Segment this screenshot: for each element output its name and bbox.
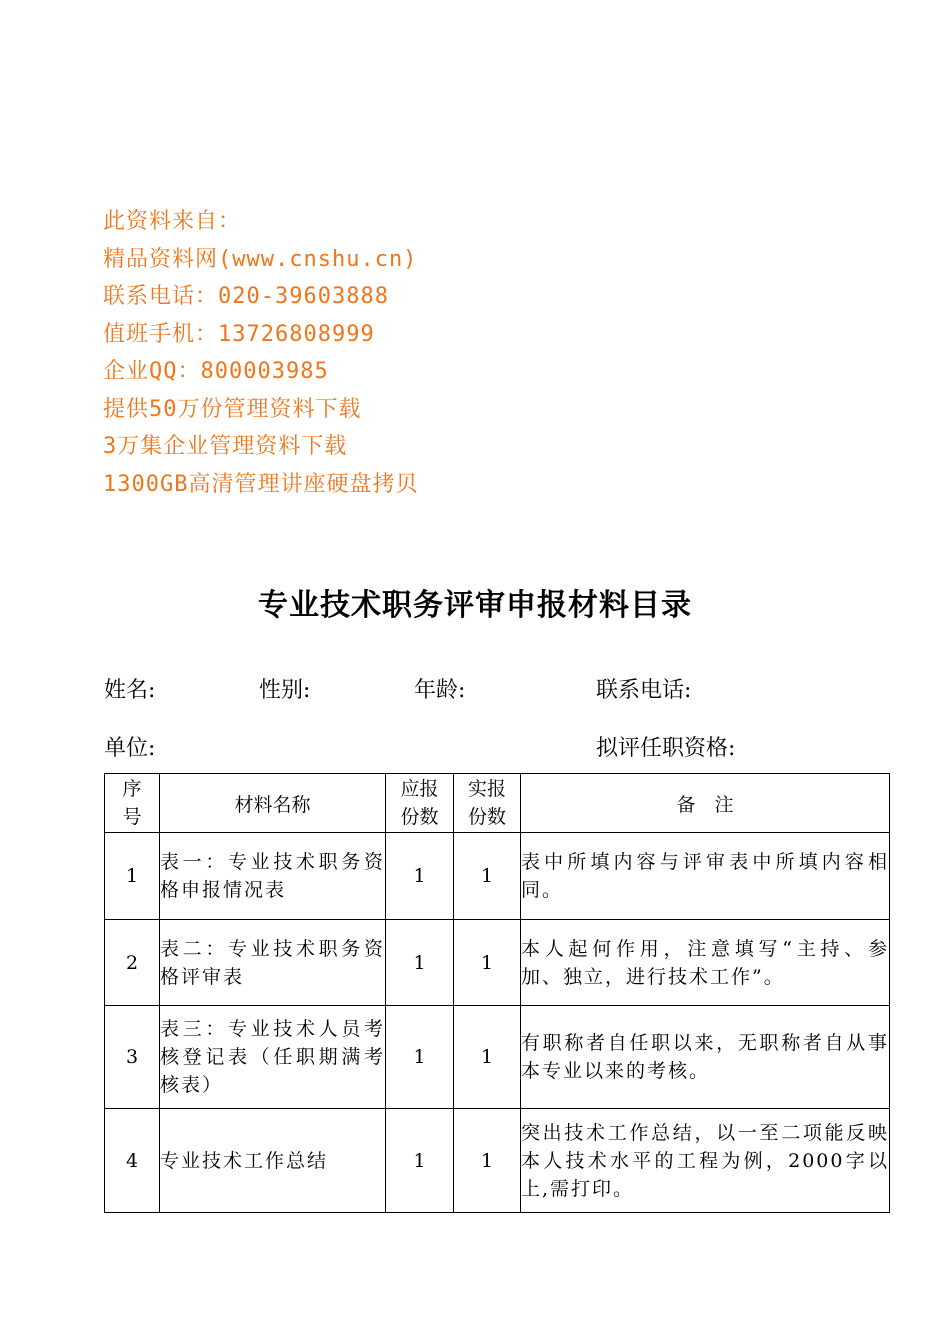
row-required-copies: 1 xyxy=(386,1006,454,1109)
row-material-name: 专业技术工作总结 xyxy=(160,1109,386,1213)
table-row xyxy=(105,833,890,920)
ad-phone-line: 联系电话：020-39603888 xyxy=(103,284,389,309)
row-seq: 2 xyxy=(105,920,160,1006)
header-required-line: 份数 xyxy=(400,806,439,828)
row-material-name: 表二：专业技术职务资格评审表 xyxy=(160,920,386,1006)
row-notes: 本人起何作用，注意填写“主持、参加、独立，进行技术工作”。 xyxy=(521,920,890,1006)
header-seq xyxy=(105,774,160,833)
header-seq-line: 号 xyxy=(122,806,142,828)
table-row xyxy=(105,1006,890,1109)
table-header-row xyxy=(105,774,890,833)
row-actual-copies: 1 xyxy=(454,1109,521,1213)
ad-source-line: 此资料来自： xyxy=(103,209,242,234)
page-title: 专业技术职务评审申报材料目录 xyxy=(258,588,692,623)
ad-website-line: 精品资料网(www.cnshu.cn) xyxy=(103,246,418,272)
header-actual-line: 实报 xyxy=(467,778,506,800)
table-row xyxy=(105,920,890,1006)
unit-field-label: 单位: xyxy=(104,736,156,761)
header-actual-line: 份数 xyxy=(467,806,506,828)
row-seq: 4 xyxy=(105,1109,160,1213)
ad-offer-line: 1300GB高清管理讲座硬盘拷贝 xyxy=(103,471,419,497)
row-actual-copies: 1 xyxy=(454,833,521,920)
ad-qq-line: 企业QQ：800003985 xyxy=(103,359,329,384)
row-seq: 1 xyxy=(105,833,160,920)
row-notes: 有职称者自任职以来，无职称者自从事本专业以来的考核。 xyxy=(521,1006,890,1109)
row-required-copies: 1 xyxy=(386,833,454,920)
row-seq: 3 xyxy=(105,1006,160,1109)
gender-field-label: 性别: xyxy=(259,678,311,703)
header-required-line: 应报 xyxy=(400,778,439,800)
row-required-copies: 1 xyxy=(386,1109,454,1213)
name-field-label: 姓名: xyxy=(104,678,156,703)
ad-offer-line: 提供50万份管理资料下载 xyxy=(103,396,362,422)
materials-table xyxy=(104,773,890,1213)
row-required-copies: 1 xyxy=(386,920,454,1006)
row-notes: 突出技术工作总结，以一至二项能反映本人技术水平的工程为例，2000字以上,需打印。 xyxy=(521,1109,890,1213)
header-material-name: 材料名称 xyxy=(160,774,386,833)
header-notes: 备 注 xyxy=(521,774,890,833)
ad-offer-line: 3万集企业管理资料下载 xyxy=(103,434,348,459)
header-seq-line: 序 xyxy=(122,778,142,800)
row-material-name: 表三：专业技术人员考核登记表（任职期满考核表） xyxy=(160,1006,386,1109)
row-material-name: 表一：专业技术职务资格申报情况表 xyxy=(160,833,386,920)
age-field-label: 年龄: xyxy=(414,678,466,703)
row-actual-copies: 1 xyxy=(454,1006,521,1109)
table-row xyxy=(105,1109,890,1213)
ad-mobile-line: 值班手机：13726808999 xyxy=(103,321,375,347)
row-actual-copies: 1 xyxy=(454,920,521,1006)
header-required-copies xyxy=(386,774,454,833)
header-actual-copies xyxy=(454,774,521,833)
ad-block xyxy=(103,203,418,503)
row-notes: 表中所填内容与评审表中所填内容相同。 xyxy=(521,833,890,920)
phone-field-label: 联系电话: xyxy=(596,678,692,703)
qualification-field-label: 拟评任职资格: xyxy=(596,736,736,761)
